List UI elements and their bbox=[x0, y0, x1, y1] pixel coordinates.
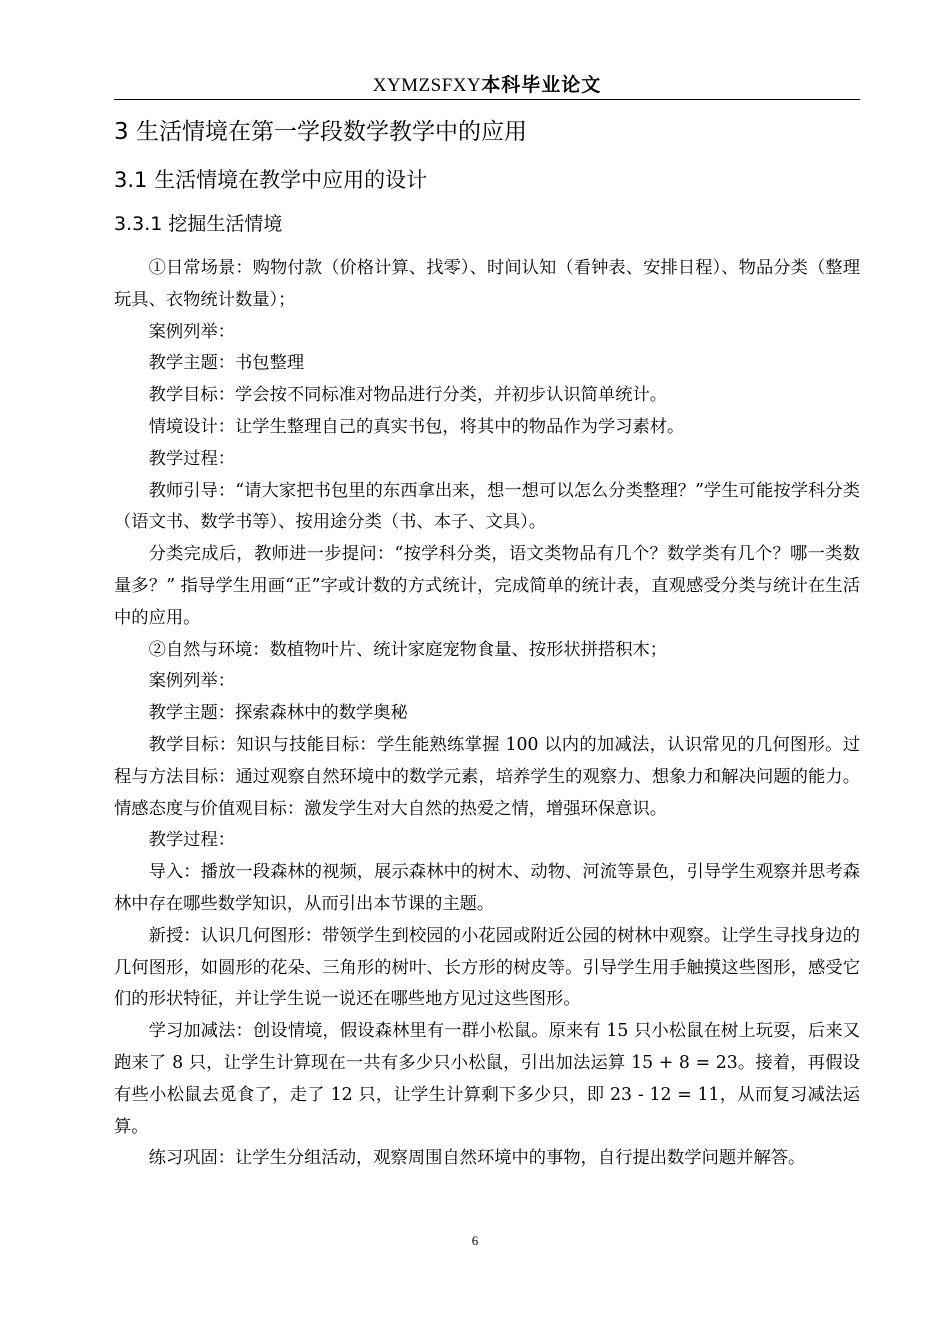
paragraph-goal: 教学目标：学会按不同标准对物品进行分类，并初步认识简单统计。 bbox=[148, 385, 668, 406]
paragraph-nature: ②自然与环境：数植物叶片、统计家庭宠物食量、按形状拼搭积木； bbox=[148, 639, 668, 660]
paragraph-classification: 分类完成后，教师进一步提问：“按学科分类，语文类物品有几个？数学类有几个？哪一类数量多？” 指导学生用画“正”字或计数的方式统计，完成简单的统计表，直观感受分类与统计在生活中的应用。 bbox=[114, 544, 860, 628]
paragraph-theme: 教学主题：书包整理 bbox=[148, 353, 305, 374]
paragraph-new-lesson: 新授：认识几何图形：带领学生到校园的小花园或附近公园的树林中观察。让学生寻找身边的几何图形，如圆形的花朵、三角形的树叶、长方形的树皮等。引导学生用手触摸这些图形，感受它们的形状特征，并让学生说一说还在哪些地方见过这些图形。 bbox=[114, 925, 860, 1010]
paragraph-intro: 导入：播放一段森林的视频，展示森林中的树木、动物、河流等景色，引导学生观察并思考森林中存在哪些数学知识，从而引出本节课的主题。 bbox=[114, 862, 860, 914]
paragraph-case-label-2: 案例列举： bbox=[148, 671, 236, 692]
paragraph-goal-2: 教学目标：知识与技能目标：学生能熟练掌握 100 以内的加减法，认识常见的几何图形。过程与方法目标：通过观察自然环境中的数学元素，培养学生的观察力、想象力和解决问题的能力。情感态度与价值观目标：激发学生对大自然的热爱之情，增强环保意识。 bbox=[114, 734, 860, 819]
paragraph-teacher-guide: 教师引导：“请大家把书包里的东西拿出来，想一想可以怎么分类整理？”学生可能按学科分类（语文书、数学书等）、按用途分类（书、本子、文具）。 bbox=[114, 480, 860, 533]
paragraph-daily-scenes: ①日常场景：购物付款（价格计算、找零）、时间认知（看钟表、安排日程）、物品分类（整理玩具、衣物统计数量）； bbox=[114, 258, 860, 310]
header-title: 本科毕业论文 bbox=[481, 74, 602, 96]
header-code: XYMZSFXY bbox=[372, 75, 482, 96]
running-header bbox=[114, 72, 860, 98]
page-number: 6 bbox=[471, 1233, 479, 1248]
header-rule bbox=[114, 99, 860, 100]
paragraph-case-label: 案例列举： bbox=[148, 321, 236, 342]
paragraph-situation: 情境设计：让学生整理自己的真实书包，将其中的物品作为学习素材。 bbox=[148, 416, 685, 437]
paragraph-process-label-2: 教学过程： bbox=[148, 830, 236, 851]
paragraph-practice: 练习巩固：让学生分组活动，观察周围自然环境中的事物，自行提出数学问题并解答。 bbox=[148, 1148, 806, 1169]
paragraph-addition: 学习加减法：创设情境，假设森林里有一群小松鼠。原来有 15 只小松鼠在树上玩耍，后来又跑来了 8 只，让学生计算现在一共有多少只小松鼠，引出加法运算 15 + 8 = 23。接着，再假设有些小松鼠去觅食了，走了 12 只，让学生计算剩下多少只，即 23 - 12 = 11，从而复习减法运算。 bbox=[114, 1021, 860, 1137]
paragraph-process-label: 教学过程： bbox=[148, 448, 236, 469]
chapter-heading: 3 生活情境在第一学段数学教学中的应用 bbox=[114, 119, 527, 145]
subsection-heading: 3.3.1 挖掘生活情境 bbox=[114, 213, 283, 235]
body-text bbox=[114, 253, 860, 1175]
paragraph-theme-2: 教学主题：探索森林中的数学奥秘 bbox=[148, 703, 408, 724]
section-heading: 3.1 生活情境在教学中应用的设计 bbox=[114, 168, 428, 192]
